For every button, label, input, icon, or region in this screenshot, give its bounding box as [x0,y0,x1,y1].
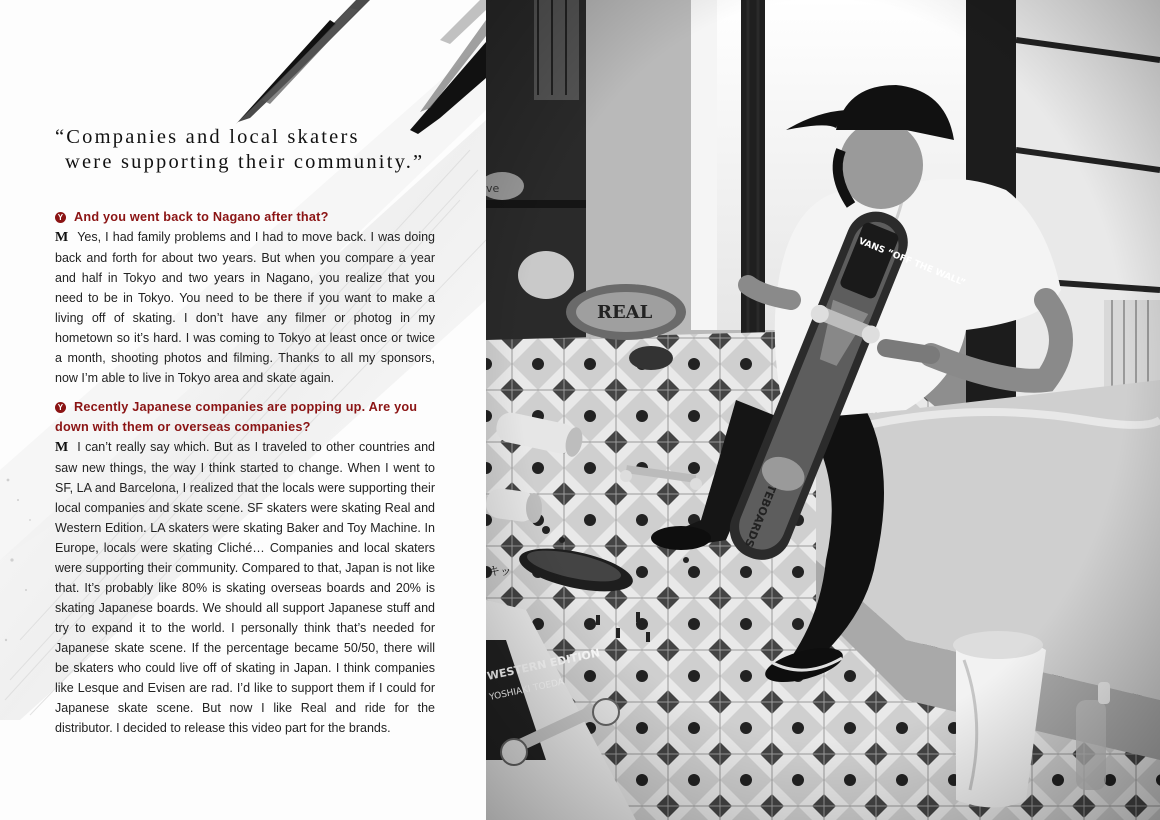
answer-marker: M [55,440,69,455]
question-1-text: And you went back to Nagano after that? [74,210,329,224]
pull-quote-line-1: “Companies and local skaters [55,126,360,148]
answer-1-text: Yes, I had family problems and I had to move back. I was doing back and forth for about two years. But when you compare a year and half in Tokyo and two years in Nagano, you realize that you need to be in Tokyo. You need to be there if you want to make a living off of skating. I don’t have any filmer or photog in my hometown so it’s hard. I was coming to Tokyo at least once or twice a month, shooting photos and filming. Thanks to all my sponsors, now I’m able to live in Tokyo area and skate again. [55,230,435,385]
pull-quote [55,125,475,175]
answer-2 [55,437,435,738]
skater-photo [486,0,1160,820]
question-2-text: Recently Japanese companies are popping up. Are you down with them or overseas companies? [55,400,418,434]
interviewer-badge-icon: Y [55,402,66,413]
answer-2-text: I can’t really say which. But as I traveled to other countries and saw new things, the way I think started to change. When I went to SF, LA and Barcelona, I realized that the locals were supporting their local companies and skate scene. SF skaters were skating Real and Western Edition. LA skaters were skating Baker and Toy Machine. In Europe, locals were skating Cliché… Companies and local skaters were supporting their community. Compared to that, Japan is not like that. It’s probably like 80% is skating overseas boards and 20% is skating Japanese boards. We should all support Japanese stuff and try to expand it to the world. I personally think that’s needed for Japanese skate scene. If the percentage became 50/50, there will be skaters who could live off of skating in Japan. I think companies like Lesque and Evisen are rad. I’d like to support them if I could for Japanese skate scene. But now I like Real and ride for the distributor. I decided to release this video part for the brands. [55,440,435,735]
interviewer-badge-icon: Y [55,212,66,223]
question-2 [55,397,435,437]
answer-marker: M [55,230,69,245]
question-1 [55,207,435,227]
pull-quote-line-2: were supporting their community.” [65,151,425,173]
skater-photo-illustration [486,0,1160,820]
interview-text [55,207,435,747]
answer-1 [55,227,435,388]
article-page [0,0,486,820]
